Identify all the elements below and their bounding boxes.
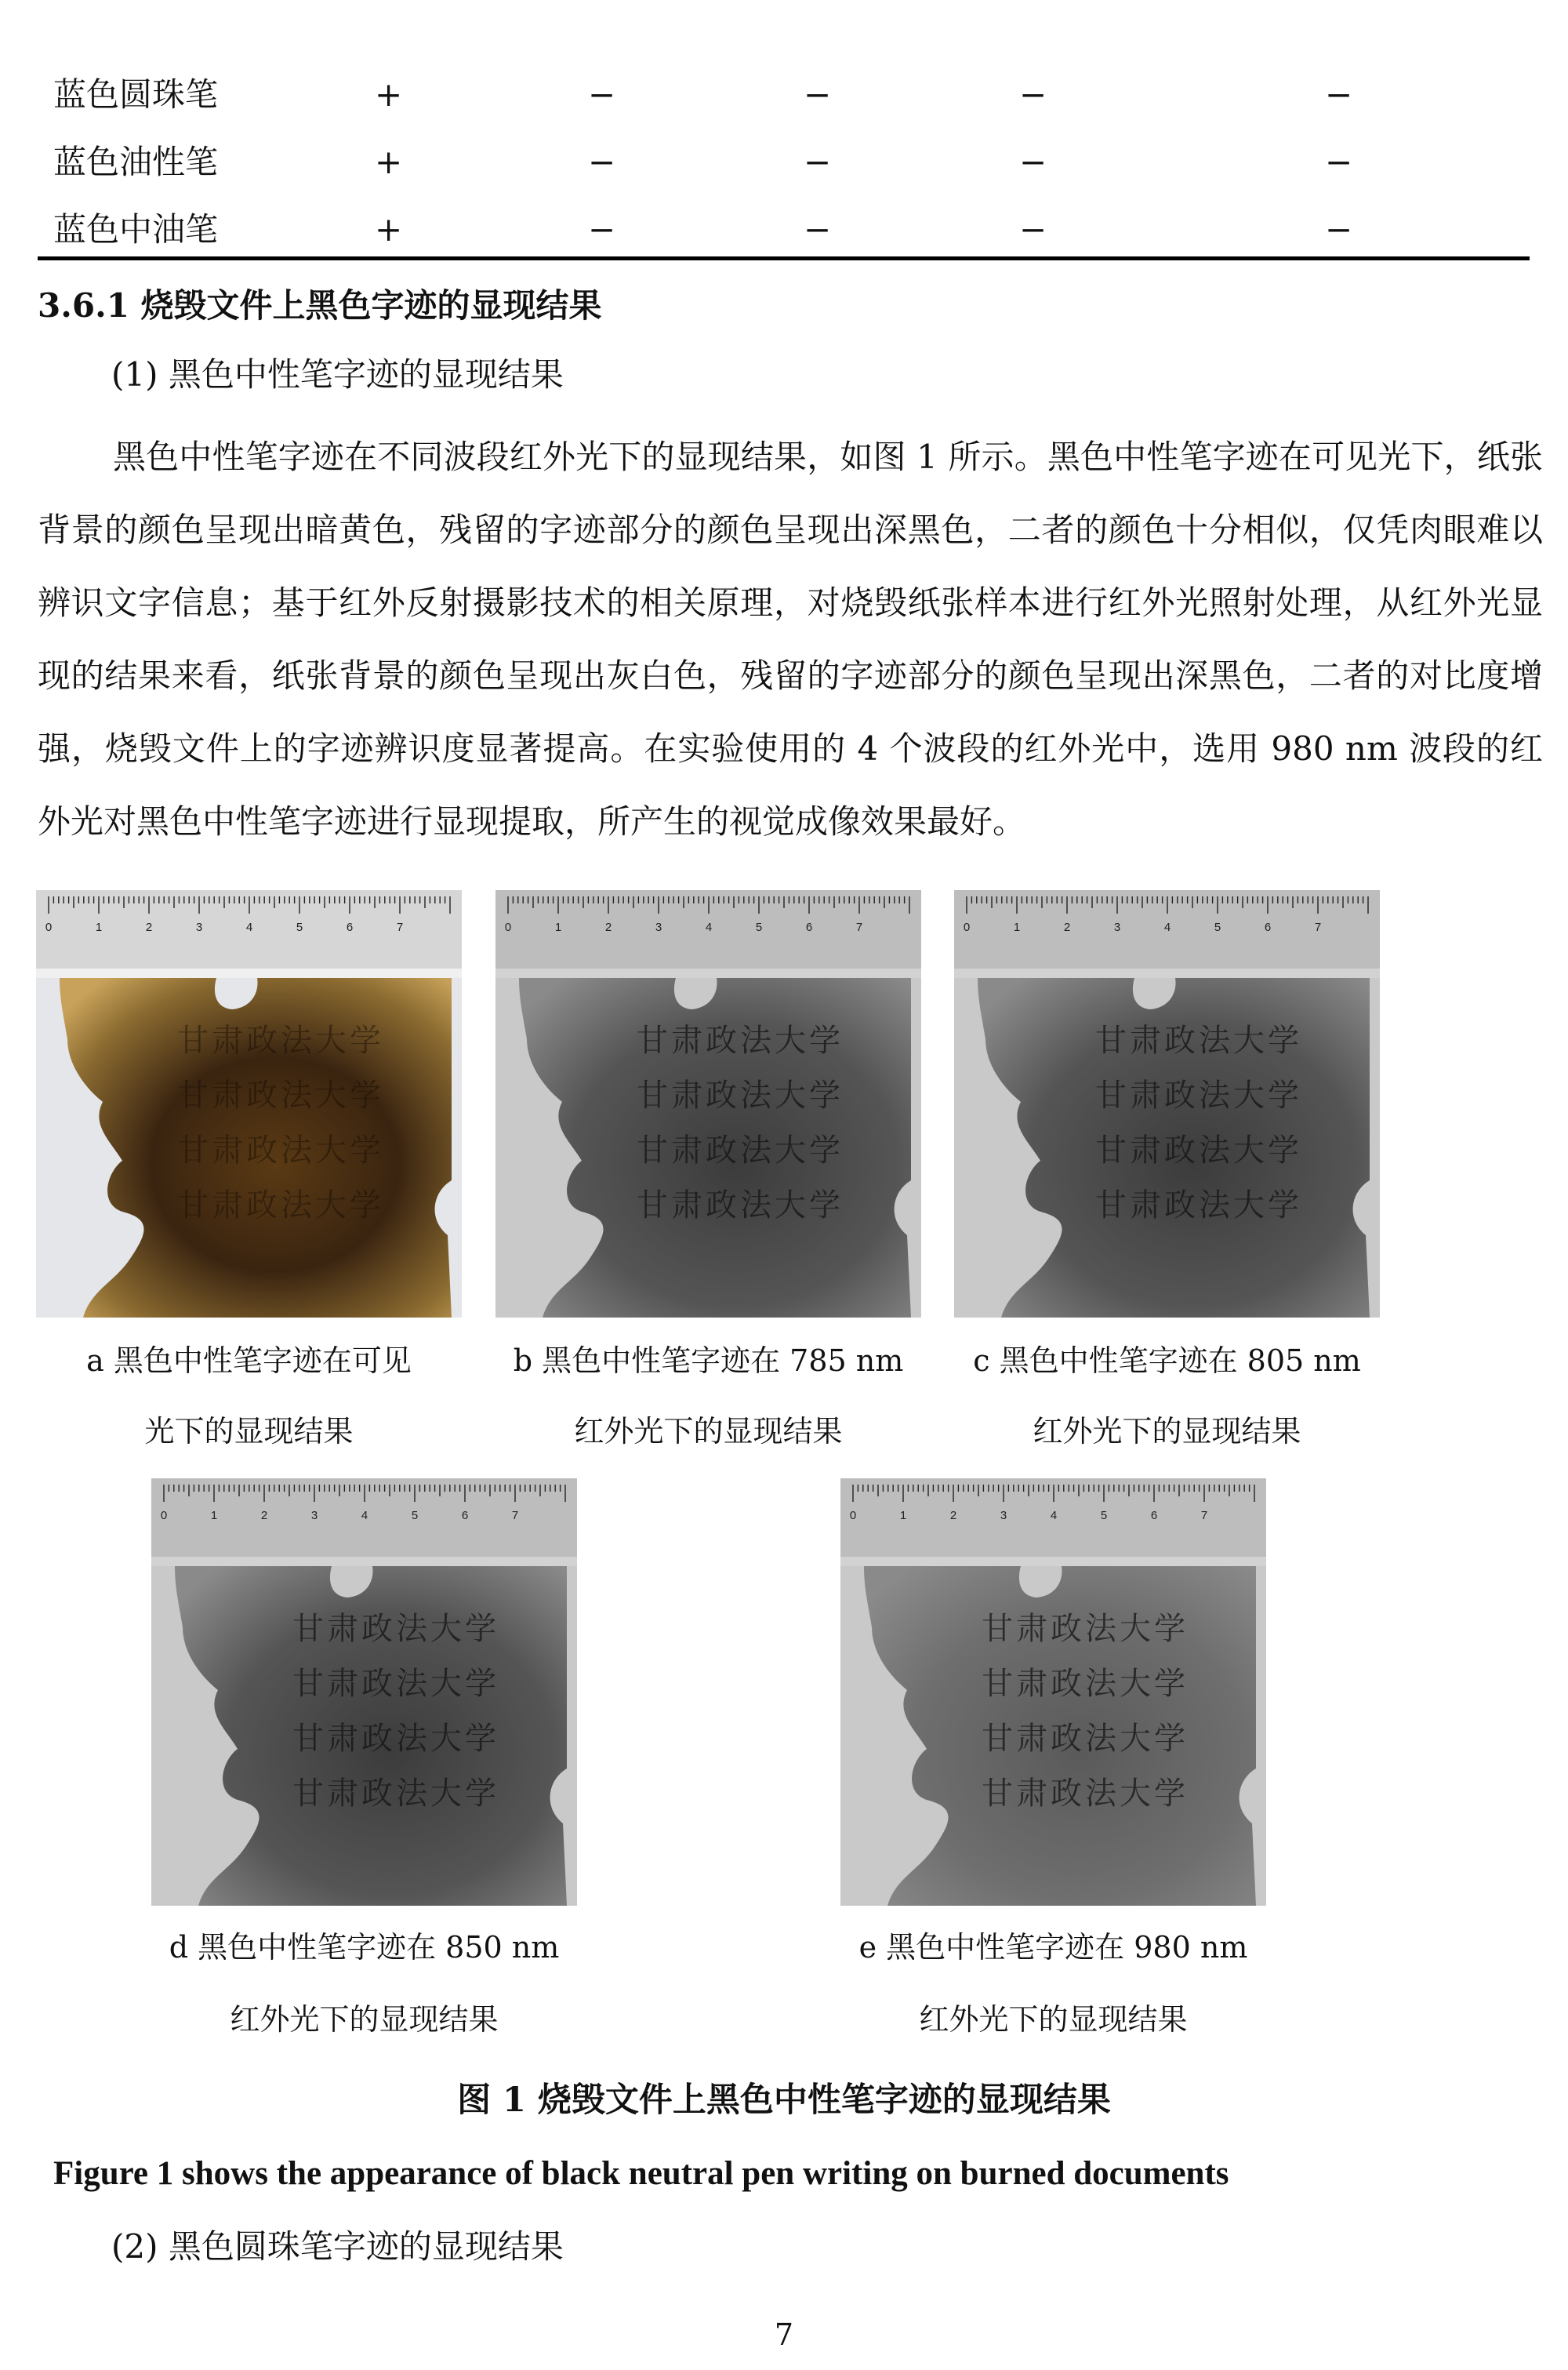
table-cell: + [375, 75, 403, 114]
table-cell: − [1325, 143, 1353, 181]
ruler-label: 3 [195, 921, 203, 934]
panel-image [151, 1478, 577, 1906]
ruler-label: 4 [245, 921, 253, 934]
ruler-label: 0 [45, 921, 53, 934]
handwriting-line: 甘肃政法大学 [177, 1078, 384, 1114]
caption-c-line2: 红外光下的显现结果 [1033, 1414, 1301, 1449]
handwriting-line: 甘肃政法大学 [1095, 1132, 1302, 1169]
handwriting-line: 甘肃政法大学 [177, 1187, 384, 1223]
handwriting-line: 甘肃政法大学 [982, 1666, 1189, 1702]
ruler-label: 2 [604, 921, 612, 934]
handwriting-line: 甘肃政法大学 [177, 1132, 384, 1169]
caption-b-line1: b 黑色中性笔字迹在 785 nm [513, 1343, 904, 1378]
table-cell: − [588, 75, 616, 114]
caption-a-line1: a 黑色中性笔字迹在可见 [86, 1343, 412, 1378]
ruler-label: 6 [461, 1509, 469, 1522]
table-cell: − [1325, 210, 1353, 249]
figure-panel-d [151, 1478, 577, 1906]
panel-strip [954, 969, 1380, 978]
table-cell: − [1019, 210, 1047, 249]
panel-image [495, 890, 921, 1318]
table-cell: − [804, 75, 832, 114]
ruler-label: 1 [554, 921, 562, 934]
ruler-label: 5 [755, 921, 763, 934]
caption-b-line2: 红外光下的显现结果 [574, 1414, 843, 1449]
handwriting-line: 甘肃政法大学 [637, 1187, 844, 1223]
ruler-label: 1 [210, 1509, 218, 1522]
ruler-label: 2 [145, 921, 153, 934]
handwriting-line: 甘肃政法大学 [292, 1611, 499, 1647]
table-row [0, 129, 1568, 196]
table-row [0, 196, 1568, 264]
ruler-label: 2 [1063, 921, 1071, 934]
section-heading: 3.6.1 烧毁文件上黑色字迹的显现结果 [38, 286, 602, 325]
ruler-label: 3 [310, 1509, 318, 1522]
ruler-label: 0 [160, 1509, 168, 1522]
ruler-label: 1 [899, 1509, 907, 1522]
ruler-label: 7 [396, 921, 404, 934]
table-bottom-rule [38, 256, 1530, 260]
ruler-label: 1 [1013, 921, 1021, 934]
table-cell: − [1325, 75, 1353, 114]
ruler-label: 5 [411, 1509, 419, 1522]
caption-e-line2: 红外光下的显现结果 [919, 2002, 1188, 2037]
caption-e-line1: e 黑色中性笔字迹在 980 nm [858, 1930, 1248, 1965]
handwriting-line: 甘肃政法大学 [292, 1721, 499, 1757]
handwriting-line: 甘肃政法大学 [1095, 1023, 1302, 1059]
caption-d-line1: d 黑色中性笔字迹在 850 nm [169, 1930, 560, 1965]
subsection-heading: (1) 黑色中性笔字迹的显现结果 [111, 355, 564, 394]
ruler-label: 4 [1050, 1509, 1058, 1522]
ruler-label: 2 [260, 1509, 268, 1522]
ruler-label: 6 [805, 921, 813, 934]
ruler-label: 3 [1113, 921, 1121, 934]
handwriting-line: 甘肃政法大学 [1095, 1078, 1302, 1114]
handwriting-line: 甘肃政法大学 [982, 1611, 1189, 1647]
page-number: 7 [774, 2317, 794, 2352]
table-cell: − [804, 143, 832, 181]
table-cell: + [375, 210, 403, 249]
table-row [0, 61, 1568, 129]
ruler-label: 6 [1150, 1509, 1158, 1522]
ruler-label: 4 [705, 921, 713, 934]
ruler-label: 4 [361, 1509, 368, 1522]
body-paragraph: 黑色中性笔字迹在不同波段红外光下的显现结果，如图 1 所示。黑色中性笔字迹在可见光下，纸张背景的颜色呈现出暗黄色，残留的字迹部分的颜色呈现出深黑色，二者的颜色十分相似，仅凭肉眼难以辨识文字信息；基于红外反射摄影技术的相关原理，对烧毁纸张样本进行红外光照射处理，从红外光显现的结果来看，纸张背景的颜色呈现出灰白色，残留的字迹部分的颜色呈现出深黑色，二者的对比度增强，烧毁文件上的字迹辨识度显著提高。在实验使用的 4 个波段的红外光中，选用 980 nm 波段的红外光对黑色中性笔字迹进行显现提取，所产生的视觉成像效果最好。 [38, 438, 1543, 841]
handwriting-line: 甘肃政法大学 [292, 1666, 499, 1702]
panel-image [840, 1478, 1266, 1906]
panel-image [36, 890, 462, 1318]
ruler-label: 7 [1314, 921, 1322, 934]
table-cell: − [588, 210, 616, 249]
panel-image [954, 890, 1380, 1318]
ruler-label: 6 [1264, 921, 1272, 934]
caption-d-line2: 红外光下的显现结果 [230, 2002, 499, 2037]
handwriting-line: 甘肃政法大学 [637, 1023, 844, 1059]
figure-panel-e [840, 1478, 1266, 1906]
panel-strip [151, 1557, 577, 1566]
subsection-heading: (2) 黑色圆珠笔字迹的显现结果 [111, 2227, 564, 2266]
table-cell: 蓝色圆珠笔 [53, 75, 219, 114]
figure-title: 图 1 烧毁文件上黑色中性笔字迹的显现结果 [457, 2081, 1111, 2120]
ruler-label: 5 [1214, 921, 1221, 934]
table-cell: − [804, 210, 832, 249]
panel-strip [36, 969, 462, 978]
handwriting-line: 甘肃政法大学 [637, 1132, 844, 1169]
handwriting-line: 甘肃政法大学 [1095, 1187, 1302, 1223]
figure-panel-b [495, 890, 921, 1318]
ruler-label: 1 [95, 921, 103, 934]
ruler-label: 5 [296, 921, 303, 934]
handwriting-line: 甘肃政法大学 [177, 1023, 384, 1059]
table-cell: − [1019, 143, 1047, 181]
figure-title-english: Figure 1 shows the appearance of black neutral pen writing on burned documents [53, 2155, 1229, 2192]
caption-c-line1: c 黑色中性笔字迹在 805 nm [973, 1343, 1361, 1378]
ruler-label: 2 [949, 1509, 957, 1522]
handwriting-line: 甘肃政法大学 [982, 1721, 1189, 1757]
table-cell: + [375, 143, 403, 181]
ruler-label: 7 [511, 1509, 519, 1522]
table-cell: − [588, 143, 616, 181]
ruler-label: 3 [655, 921, 662, 934]
ruler-label: 3 [1000, 1509, 1007, 1522]
table-cell: − [1019, 75, 1047, 114]
panel-strip [495, 969, 921, 978]
figure-panel-c [954, 890, 1380, 1318]
caption-a-line2: 光下的显现结果 [144, 1414, 354, 1449]
figure-panel-a [36, 890, 462, 1318]
table-cell: 蓝色中油笔 [53, 210, 219, 249]
ruler-label: 0 [963, 921, 971, 934]
ruler-label: 5 [1100, 1509, 1108, 1522]
ruler-label: 0 [849, 1509, 857, 1522]
ruler-label: 0 [504, 921, 512, 934]
ruler-label: 7 [855, 921, 863, 934]
handwriting-line: 甘肃政法大学 [982, 1776, 1189, 1812]
ruler-label: 7 [1200, 1509, 1208, 1522]
table-cell: 蓝色油性笔 [53, 143, 219, 181]
panel-strip [840, 1557, 1266, 1566]
ruler-label: 4 [1163, 921, 1171, 934]
ruler-label: 6 [346, 921, 354, 934]
handwriting-line: 甘肃政法大学 [292, 1776, 499, 1812]
handwriting-line: 甘肃政法大学 [637, 1078, 844, 1114]
